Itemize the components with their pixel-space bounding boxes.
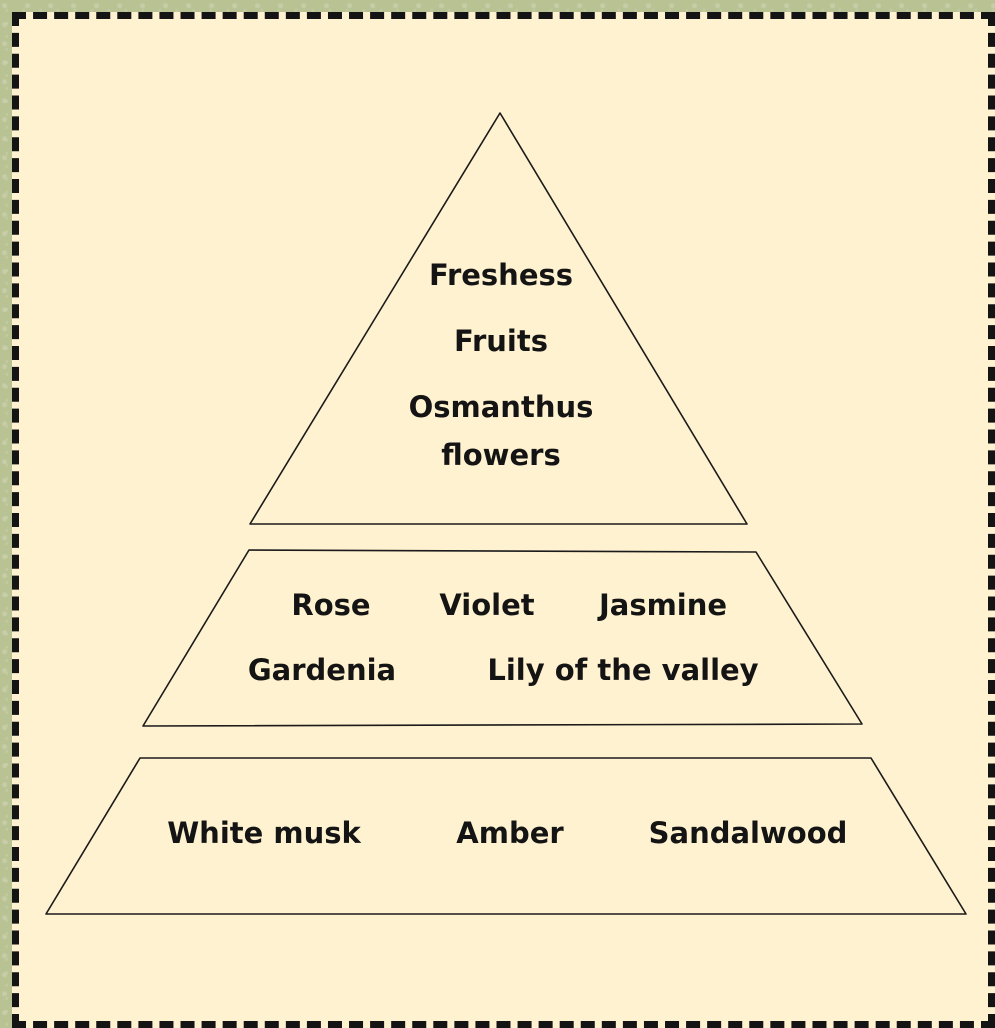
- note-lily-of-the-valley: Lily of the valley: [487, 653, 759, 687]
- note-jasmine: Jasmine: [598, 588, 728, 622]
- middle-notes-trapezoid: [143, 550, 862, 726]
- note-osmanthus: Osmanthus: [408, 390, 594, 424]
- top-notes-layer: [250, 113, 747, 524]
- base-notes-layer: [46, 758, 966, 914]
- note-violet: Violet: [439, 588, 535, 622]
- note-amber: Amber: [456, 816, 564, 850]
- note-fruits: Fruits: [454, 324, 548, 358]
- note-freshess: Freshess: [428, 258, 574, 292]
- note-flowers: flowers: [441, 438, 561, 472]
- note-white-musk: White musk: [167, 816, 361, 850]
- note-sandalwood: Sandalwood: [648, 816, 848, 850]
- note-rose: Rose: [291, 588, 371, 622]
- note-gardenia: Gardenia: [247, 653, 397, 687]
- middle-notes-layer: [143, 550, 862, 726]
